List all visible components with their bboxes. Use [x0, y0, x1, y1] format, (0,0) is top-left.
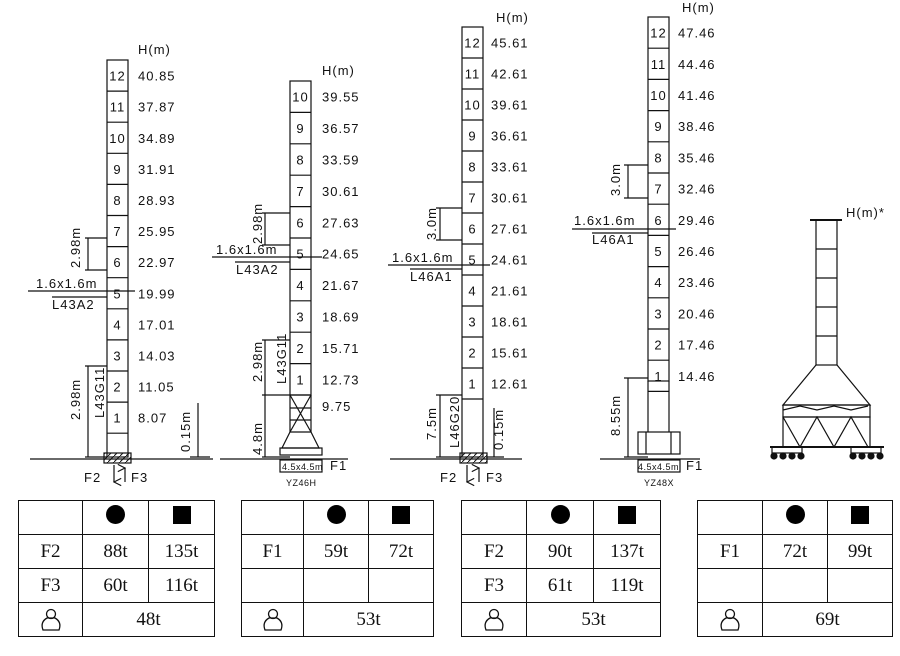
table-row: [19, 535, 215, 569]
section-number: 1: [468, 376, 477, 392]
height-label: 15.71: [322, 340, 360, 356]
crane-4-footprint: 4.5x4.5m: [638, 462, 680, 472]
crane-3-ground-offset: 0.15m: [491, 408, 506, 450]
table-4: [697, 500, 893, 637]
section-number: 9: [654, 119, 663, 135]
height-label: 41.46: [678, 88, 716, 103]
height-label: 12.73: [322, 372, 360, 388]
section-number: 5: [296, 246, 305, 262]
crane-3-force-left: F2: [440, 470, 458, 485]
crane-5-h-label: H(m)*: [846, 205, 885, 220]
table-1-r0-c0: F2: [19, 535, 83, 569]
section-number: 4: [468, 283, 477, 299]
section-number: 3: [296, 309, 305, 325]
section-number: 4: [654, 275, 663, 291]
table-2-r0-c0: F1: [242, 535, 304, 569]
table-1-r0-c2: 135t: [149, 535, 215, 569]
section-number: 5: [468, 252, 477, 268]
table-row: [698, 569, 893, 603]
table-2-r1-c1: [304, 569, 369, 603]
crane-3-collar-size: 1.6x1.6m: [392, 250, 454, 265]
section-number: 6: [296, 215, 305, 231]
height-label: 30.61: [322, 183, 360, 199]
crane-4-model: YZ48X: [644, 478, 675, 488]
section-number: 7: [654, 181, 663, 197]
table-4-weight-row: [698, 603, 893, 637]
height-label: 44.46: [678, 56, 716, 72]
filled-circle-icon: [786, 505, 805, 524]
section-number: 3: [468, 314, 477, 330]
height-label: 11.05: [138, 379, 175, 395]
height-label: 18.61: [491, 314, 529, 330]
crane-3-base-type: L46G20: [447, 395, 462, 448]
section-number: 10: [650, 88, 667, 103]
table-row: [462, 535, 661, 569]
table-1-weight-row: [19, 603, 215, 637]
section-number: 7: [113, 224, 122, 240]
table-4-r1-c0: [698, 569, 763, 603]
table-3-r0-c2: 137t: [594, 535, 661, 569]
table-2-header: [242, 501, 434, 535]
crane-3-collar-type: L46A1: [410, 269, 453, 284]
crane-2-collar-type: L43A2: [236, 262, 279, 277]
weight-icon: [481, 608, 507, 632]
height-label: 9.75: [322, 399, 352, 414]
crane-1-collar-size: 1.6x1.6m: [36, 276, 98, 291]
section-number: 2: [654, 337, 663, 353]
table-3-r0-c0: F2: [462, 535, 527, 569]
table-row: [242, 535, 434, 569]
table-1-header: [19, 501, 215, 535]
filled-circle-icon: [106, 505, 125, 524]
section-number: 1: [296, 372, 305, 388]
height-label: 27.61: [491, 221, 529, 237]
section-number: 2: [296, 340, 305, 356]
section-number: 2: [468, 345, 477, 361]
crane-4-force: F1: [686, 458, 704, 473]
crane-1-force-right: F3: [131, 470, 149, 485]
height-label: 15.61: [491, 345, 529, 361]
section-number: 3: [113, 348, 122, 364]
crane-2-chassis-dim: 4.8m: [250, 422, 265, 455]
table-row: [242, 569, 434, 603]
section-number: 9: [296, 121, 305, 137]
table-1-r1-c1: 60t: [83, 569, 149, 603]
table-3: [461, 500, 661, 637]
table-3-header: [462, 501, 661, 535]
section-number: 11: [109, 99, 126, 115]
section-number: 6: [654, 212, 663, 228]
table-4-r1-c1: [763, 569, 828, 603]
height-label: 26.46: [678, 244, 716, 259]
weight-icon: [717, 608, 743, 632]
section-number: 8: [468, 159, 477, 175]
crane-4-collar-size: 1.6x1.6m: [574, 213, 636, 228]
crane-3-dim-base: 7.5m: [424, 407, 439, 440]
height-label: 32.46: [678, 181, 716, 197]
weight-icon: [260, 608, 286, 632]
height-label: 28.93: [138, 192, 176, 208]
height-label: 38.46: [678, 119, 716, 135]
table-3-r1-c2: 119t: [594, 569, 661, 603]
height-label: 39.61: [491, 97, 529, 113]
table-4-r0-c1: 72t: [763, 535, 828, 569]
height-label: 14.46: [678, 368, 716, 384]
table-2-r0-c2: 72t: [369, 535, 434, 569]
section-number: 12: [109, 68, 126, 84]
height-label: 12.61: [491, 376, 529, 392]
height-label: 42.61: [491, 66, 529, 82]
crane-2-model: YZ46H: [286, 478, 317, 488]
height-label: 14.03: [138, 348, 176, 364]
section-number: 4: [113, 317, 122, 333]
table-4-r0-c2: 99t: [828, 535, 893, 569]
section-number: 11: [650, 56, 667, 72]
table-2-r1-c0: [242, 569, 304, 603]
crane-2-base-type: L43G11: [274, 332, 289, 384]
table-3-r0-c1: 90t: [527, 535, 594, 569]
height-label: 40.85: [138, 68, 176, 84]
table-1: [18, 500, 215, 637]
filled-circle-icon: [327, 505, 346, 524]
height-label: 39.55: [322, 89, 360, 105]
section-number: 10: [464, 97, 481, 113]
crane-1-ground-offset: 0.15m: [178, 410, 193, 452]
table-4-weight: 69t: [763, 603, 893, 637]
height-label: 35.46: [678, 150, 716, 166]
crane-1-h-label: H(m): [138, 42, 171, 57]
section-number: 8: [296, 152, 305, 168]
table-2-r1-c2: [369, 569, 434, 603]
height-label: 27.63: [322, 215, 360, 231]
section-number: 1: [654, 368, 663, 384]
section-number: 7: [468, 190, 477, 206]
filled-circle-icon: [551, 505, 570, 524]
filled-square-icon: [851, 506, 869, 524]
section-number: 10: [109, 130, 126, 146]
table-row: [462, 569, 661, 603]
section-number: 5: [113, 286, 122, 302]
table-1-r1-c0: F3: [19, 569, 83, 603]
crane-1-base-type: L43G11: [92, 366, 107, 418]
height-label: 30.61: [491, 190, 529, 206]
filled-square-icon: [392, 506, 410, 524]
table-1-r1-c2: 116t: [149, 569, 215, 603]
height-label: 34.89: [138, 130, 176, 146]
height-label: 18.69: [322, 309, 360, 325]
height-label: 36.61: [491, 128, 529, 144]
section-number: 3: [654, 306, 663, 322]
crane-1-collar-type: L43A2: [52, 297, 95, 312]
table-4-r0-c0: F1: [698, 535, 763, 569]
crane-1-dim-section: 2.98m: [68, 226, 83, 268]
height-label: 31.91: [138, 161, 176, 177]
height-label: 21.61: [491, 283, 529, 299]
table-row: [19, 569, 215, 603]
crane-1-force-left: F2: [84, 470, 102, 485]
height-label: 29.46: [678, 212, 716, 228]
table-2: [241, 500, 434, 637]
crane-2-dim-base: 2.98m: [250, 340, 265, 382]
section-number: 9: [468, 128, 477, 144]
crane-4-dim-base: 8.55m: [608, 394, 623, 436]
section-number: 4: [296, 278, 305, 294]
height-label: 45.61: [491, 35, 529, 51]
table-2-weight: 53t: [304, 603, 434, 637]
height-label: 20.46: [678, 306, 716, 322]
height-label: 24.61: [491, 252, 529, 268]
table-1-weight: 48t: [83, 603, 215, 637]
table-row: [698, 535, 893, 569]
height-label: 33.59: [322, 152, 360, 168]
height-label: 21.67: [322, 278, 360, 294]
section-number: 8: [113, 192, 122, 208]
section-number: 8: [654, 150, 663, 166]
crane-2-footprint: 4.5x4.5m: [282, 462, 324, 472]
height-label: 37.87: [138, 99, 176, 115]
table-3-r1-c1: 61t: [527, 569, 594, 603]
crane-1-dim-base: 2.98m: [68, 378, 83, 420]
table-3-weight: 53t: [527, 603, 661, 637]
table-2-r0-c1: 59t: [304, 535, 369, 569]
crane-4-h-label: H(m): [682, 0, 715, 15]
crane-2-collar-size: 1.6x1.6m: [216, 242, 278, 257]
crane-2-h-label: H(m): [322, 63, 355, 78]
section-number: 12: [464, 35, 481, 51]
table-3-weight-row: [462, 603, 661, 637]
section-number: 5: [654, 244, 663, 259]
section-number: 6: [113, 255, 122, 271]
crane-5: [770, 220, 884, 459]
crane-2-force: F1: [330, 458, 348, 473]
height-label: 47.46: [678, 25, 716, 41]
section-number: 9: [113, 161, 122, 177]
section-number: 10: [292, 89, 309, 105]
height-label: 24.65: [322, 246, 360, 262]
filled-square-icon: [173, 506, 191, 524]
table-2-weight-row: [242, 603, 434, 637]
height-label: 33.61: [491, 159, 529, 175]
crane-2-dim-section: 2.98m: [250, 202, 265, 244]
table-4-r1-c2: [828, 569, 893, 603]
table-4-header: [698, 501, 893, 535]
height-label: 17.01: [138, 317, 176, 333]
crane-4-dim-section: 3.0m: [608, 163, 623, 196]
height-label: 22.97: [138, 255, 176, 271]
crane-3-force-right: F3: [486, 470, 504, 485]
section-number: 2: [113, 379, 122, 395]
section-number: 12: [650, 25, 667, 41]
height-label: 23.46: [678, 275, 716, 291]
height-label: 19.99: [138, 286, 176, 302]
height-label: 8.07: [138, 410, 168, 426]
filled-square-icon: [618, 506, 636, 524]
weight-icon: [38, 608, 64, 632]
height-label: 36.57: [322, 121, 360, 137]
crane-4-collar-type: L46A1: [592, 232, 635, 247]
table-1-r0-c1: 88t: [83, 535, 149, 569]
section-number: 1: [113, 410, 122, 426]
section-number: 11: [464, 66, 481, 82]
section-number: 6: [468, 221, 477, 237]
height-label: 25.95: [138, 224, 176, 240]
height-label: 17.46: [678, 337, 716, 353]
crane-3-dim-section: 3.0m: [424, 207, 439, 240]
table-3-r1-c0: F3: [462, 569, 527, 603]
crane-3-h-label: H(m): [496, 10, 529, 25]
section-number: 7: [296, 183, 305, 199]
